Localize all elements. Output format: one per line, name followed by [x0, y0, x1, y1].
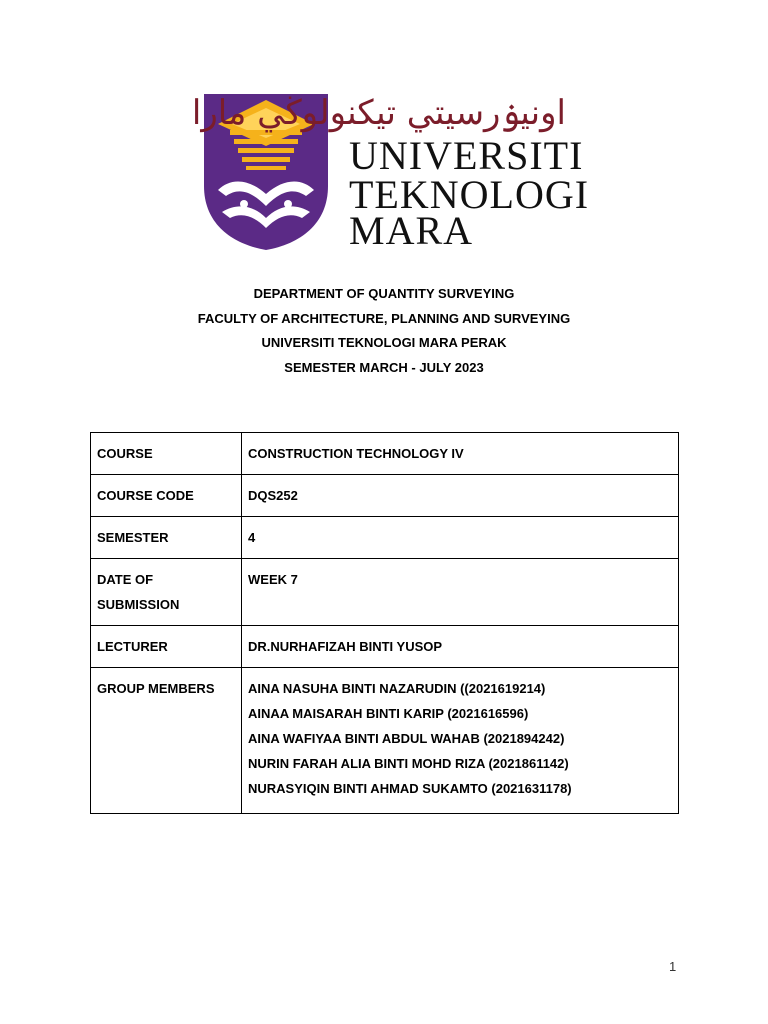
course-info-table [90, 432, 679, 814]
table-row [91, 433, 679, 475]
table-row [91, 475, 679, 517]
semester-heading: SEMESTER MARCH - JULY 2023 [284, 360, 484, 375]
semester-label: SEMESTER [91, 517, 242, 559]
table-row [91, 626, 679, 668]
submission-date-value: WEEK 7 [242, 559, 679, 626]
department-heading: DEPARTMENT OF QUANTITY SURVEYING [253, 286, 515, 301]
submission-date-label-line1: DATE OF [97, 572, 154, 587]
course-code-value: DQS252 [242, 475, 679, 517]
group-member: NURIN FARAH ALIA BINTI MOHD RIZA (2021861142) [248, 756, 569, 771]
table-row [91, 517, 679, 559]
page-number: 1 [669, 959, 677, 974]
semester-value: 4 [242, 517, 679, 559]
group-member: AINA WAFIYAA BINTI ABDUL WAHAB (2021894242) [248, 731, 565, 746]
table-row [91, 559, 679, 626]
logo-jawi-text: اونيۏرسيتي تيكنولوڬي مارا [191, 93, 566, 133]
group-member: NURASYIQIN BINTI AHMAD SUKAMTO (2021631178) [248, 781, 572, 796]
lecturer-value: DR.NURHAFIZAH BINTI YUSOP [242, 626, 679, 668]
university-heading: UNIVERSITI TEKNOLOGI MARA PERAK [261, 335, 507, 350]
university-logo [191, 93, 590, 253]
lecturer-label: LECTURER [91, 626, 242, 668]
group-member: AINA NASUHA BINTI NAZARUDIN ((2021619214) [248, 681, 546, 696]
table-row [91, 668, 679, 814]
course-code-label: COURSE CODE [91, 475, 242, 517]
faculty-heading: FACULTY OF ARCHITECTURE, PLANNING AND SURVEYING [197, 311, 571, 326]
submission-date-label-line2: SUBMISSION [97, 597, 180, 612]
group-members-label: GROUP MEMBERS [91, 668, 242, 814]
group-member: AINAA MAISARAH BINTI KARIP (2021616596) [248, 706, 529, 721]
course-label: COURSE [91, 433, 242, 475]
logo-text-universiti: UNIVERSITI [349, 133, 584, 178]
logo-text-teknologi: TEKNOLOGI [349, 172, 590, 217]
submission-date-label [91, 559, 242, 626]
logo-text-mara: MARA [349, 208, 474, 253]
group-members-list [242, 668, 679, 814]
course-value: CONSTRUCTION TECHNOLOGY IV [242, 433, 679, 475]
